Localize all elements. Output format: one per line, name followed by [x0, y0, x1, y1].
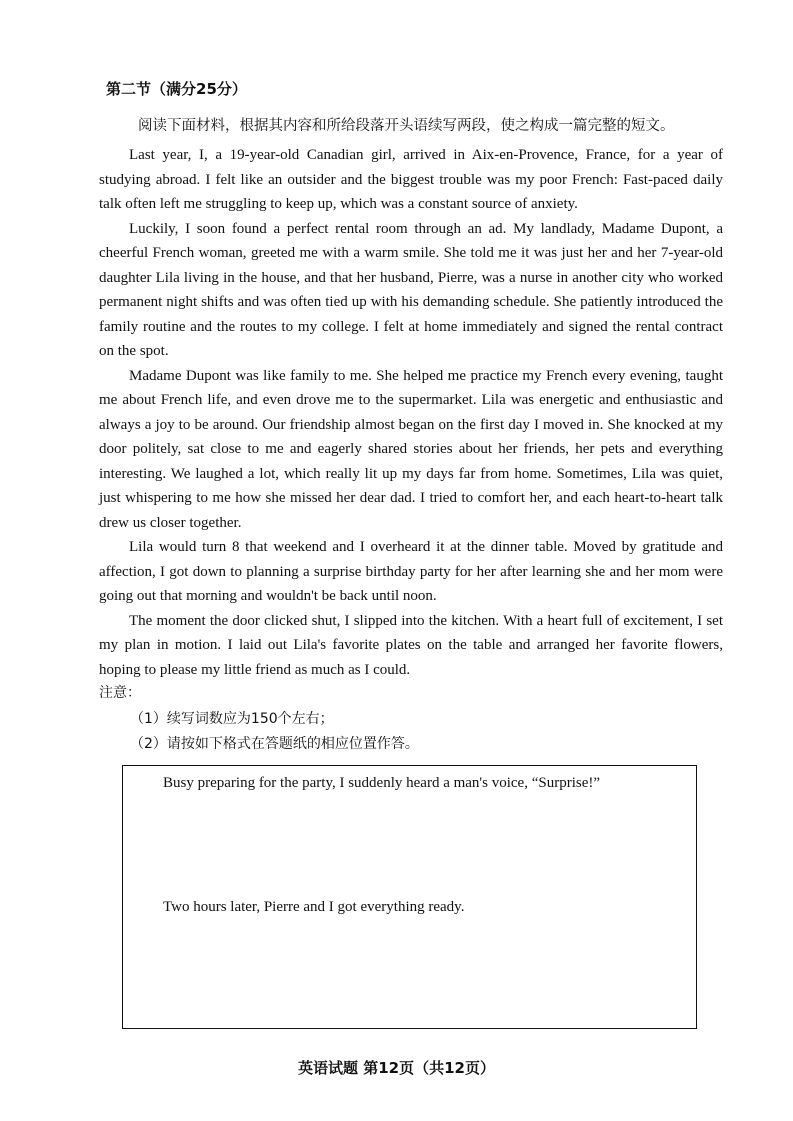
reading-passage	[99, 143, 723, 682]
instruction-text: 阅读下面材料，根据其内容和所给段落开头语续写两段，使之构成一篇完整的短文。	[138, 118, 675, 134]
notes-label: 注意：	[99, 685, 141, 701]
passage-paragraph-3: Madame Dupont was like family to me. She helped me practice my French every evening, taught me about French life, and even drove me to the supermarket. Lila was energetic and enthusiastic and always a joy to be around. Our friendship almost began on the first day I moved in. She knocked at my door politely, sat close to me and eagerly shared stories about her friends, her pets and everything interesting. We laughed a lot, which really lit up my days far from home. Sometimes, Lila was quiet, just whispering to me how she missed her dear dad. I tried to comfort her, and each heart-to-heart talk drew us closer together.	[99, 367, 723, 531]
continuation-prompt-1: Busy preparing for the party, I suddenly heard a man's voice, “Surprise!”	[163, 775, 601, 791]
passage-paragraph-4: Lila would turn 8 that weekend and I overheard it at the dinner table. Moved by gratitude and affection, I got down to planning a surprise birthday party for her after learning she and her mom were going out that morning and wouldn't be back until noon.	[99, 539, 723, 604]
continuation-prompt-2: Two hours later, Pierre and I got everything ready.	[163, 899, 465, 915]
passage-paragraph-1: Last year, I, a 19-year-old Canadian girl, arrived in Aix-en-Provence, France, for a year of studying abroad. I felt like an outsider and the biggest trouble was my poor French: Fast-paced daily talk often left me struggling to keep up, which was a constant source of anxiety.	[99, 147, 723, 212]
page-footer: 英语试题 第12页（共12页）	[298, 1059, 495, 1077]
section-title: 第二节（满分25分）	[106, 80, 247, 98]
passage-paragraph-2: Luckily, I soon found a perfect rental room through an ad. My landlady, Madame Dupont, a cheerful French woman, greeted me with a warm smile. She told me it was just her and her 7-year-old daughter Lila living in the house, and that her husband, Pierre, was a nurse in another city who worked permanent night shifts and was often tied up with his demanding schedule. She patiently introduced the family routine and the routes to my college. I felt at home immediately and signed the rental contract on the spot.	[99, 220, 723, 359]
passage-paragraph-5: The moment the door clicked shut, I slipped into the kitchen. With a heart full of excitement, I set my plan in motion. I laid out Lila's favorite plates on the table and arranged her favorite flowers, hoping to please my little friend as much as I could.	[99, 612, 723, 678]
note-item-1: （1）续写词数应为150个左右；	[130, 711, 334, 727]
note-item-2: （2）请按如下格式在答题纸的相应位置作答。	[130, 736, 419, 752]
answer-box	[122, 765, 697, 1029]
